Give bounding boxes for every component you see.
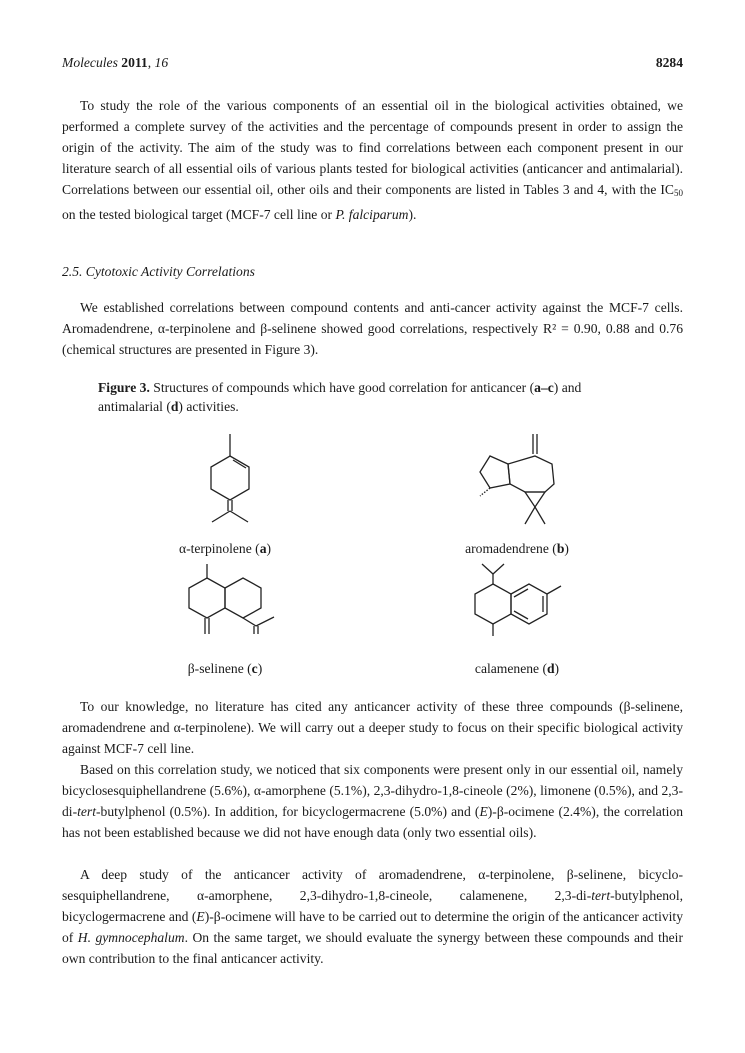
p4-text-2: -butylphenol, bicyclogermacrene and ( [62,888,683,924]
intro-species: P. falciparum [335,207,409,222]
knowledge-paragraph [62,696,683,759]
caption-bold-2: d [170,399,179,414]
intro-text-1: To study the role of the various components of an essential oil in the biological activities obtained, we performed a complete survey of the activities and the percentage of compounds present in order to assign the origin of the activity. The aim of the study was to find correlations between each component present in our literature search of all essential oils of various plants tested for biological activities (anticancer and antimalarial). Correlations between our essential oil, other oils and their components are listed in Tables 3 and 4, with the IC [62,98,683,197]
aromadendrene-structure [470,432,580,532]
knowledge-text: To our knowledge, no literature has cited any anticancer activity of these three compounds (β-selinene, aromadendrene and α-terpinolene). We will carry out a deeper study to focus on their specific biological activity against MCF-7 cell line. [62,699,683,756]
caption-text-3: ) activities. [178,399,239,414]
p4-italic-1: tert [591,888,611,903]
p3-italic-2: E [479,804,488,819]
p3-italic-1: tert [77,804,96,819]
compound-label-b: aromadendrene (b) [465,541,569,556]
journal-year: 2011 [121,55,148,70]
deep-study-paragraph [62,864,683,969]
p4-text-3: )-β-ocimene will have to be carried out to determine the origin of the anticancer activity of [62,909,683,945]
figure-label: Figure 3. [98,380,150,395]
page-header: Molecules 2011, 16 8284 [62,55,683,70]
intro-text-2: on the tested biological target (MCF-7 cell line or [62,207,336,222]
caption-text-2: ) and antimalarial ( [98,380,582,414]
page-number: 8284 [655,55,683,70]
journal-name: Molecules [62,55,118,70]
correlation-study-paragraph [62,759,683,843]
compound-label-c: β-selinene (c) [187,661,263,676]
p4-species: H. gymnocephalum [77,930,185,945]
p3-text-3: )-β-ocimene (2.4%), the correlation has not been established because we did not have enough data (only two essential oils). [62,804,683,840]
figure-caption [98,378,646,416]
p4-text-4: . On the same target, we should evaluate the synergy between these compounds and their own contribution to the final anticancer activity. [62,930,683,966]
intro-text-3: ). [408,207,417,222]
compound-label-d: calamenene (d) [474,661,560,676]
compound-label-a: α-terpinolene (a) [178,541,272,556]
selinene-structure [170,562,280,637]
p3-text-1: Based on this correlation study, we noticed that six components were present only in our essential oil, namely bicyclosesquiphellandrene (5.6%), α-amorphene (5.1%), 2,3-dihydro-1,8-cineole (2%), limonene (0.5%), and 2,3-di- [62,762,683,819]
caption-text-1: Structures of compounds which have good correlation for anticancer ( [149,380,535,395]
caption-bold-1: a–c [534,380,554,395]
p3-text-2: -butylphenol (0.5%). In addition, for bicyclogermacrene (5.0%) and ( [96,804,480,819]
journal-volume: 16 [154,55,169,70]
terpinolene-structure [185,432,275,527]
section-title: 2.5. Cytotoxic Activity Correlations [62,264,255,279]
p4-text-1: A deep study of the anticancer activity of aromadendrene, α-terpinolene, β-selinene, bicyclo-sesquiphellandrene, α-amorphene, 2,3-dihydro-1,8-cineole, calamenene, 2,3-di- [62,867,683,903]
correlation-text: We established correlations between compound contents and anti-cancer activity against the MCF-7 cells. Aromadendrene, α-terpinolene and β-selinene showed good correlations, respectively R² = 0.90, 0.88 and 0.76 (chemical structures are presented in Figure 3). [62,300,683,357]
intro-paragraph [62,95,683,225]
ic50-subscript: 50 [674,188,683,198]
correlation-paragraph [62,297,683,360]
p4-italic-2: E [196,909,205,924]
calamenene-structure [468,562,568,640]
